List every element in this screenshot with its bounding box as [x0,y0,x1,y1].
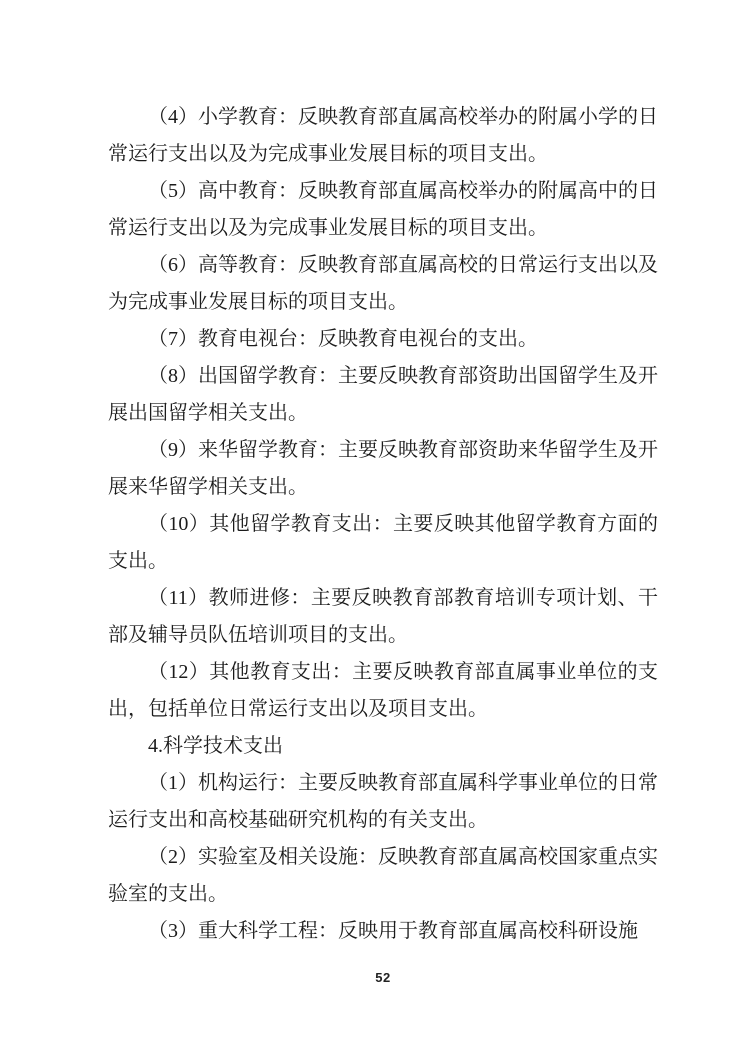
paragraph: （6）高等教育：反映教育部直属高校的日常运行支出以及为完成事业发展目标的项目支出。 [108,254,658,313]
section-heading: 4.科学技术支出 [148,735,283,757]
page-number: 52 [375,970,391,985]
paragraph: （5）高中教育：反映教育部直属高校举办的附属高中的日常运行支出以及为完成事业发展目标的项目支出。 [108,180,658,239]
paragraph: （12）其他教育支出：主要反映教育部直属事业单位的支出，包括单位日常运行支出以及项目支出。 [108,661,658,720]
paragraph: （7）教育电视台：反映教育电视台的支出。 [148,328,538,350]
paragraph: （9）来华留学教育：主要反映教育部资助来华留学生及开展来华留学相关支出。 [108,439,658,498]
paragraph: （10）其他留学教育支出：主要反映其他留学教育方面的支出。 [108,513,658,572]
paragraph: （2）实验室及相关设施：反映教育部直属高校国家重点实验室的支出。 [108,846,658,905]
body-text [108,99,658,950]
paragraph: （11）教师进修：主要反映教育部教育培训专项计划、干部及辅导员队伍培训项目的支出。 [108,587,658,646]
paragraph: （3）重大科学工程：反映用于教育部直属高校科研设施 [148,920,638,942]
paragraph: （1）机构运行：主要反映教育部直属科学事业单位的日常运行支出和高校基础研究机构的有关支出。 [108,772,658,831]
paragraph: （4）小学教育：反映教育部直属高校举办的附属小学的日常运行支出以及为完成事业发展目标的项目支出。 [108,106,658,165]
paragraph: （8）出国留学教育：主要反映教育部资助出国留学生及开展出国留学相关支出。 [108,365,658,424]
